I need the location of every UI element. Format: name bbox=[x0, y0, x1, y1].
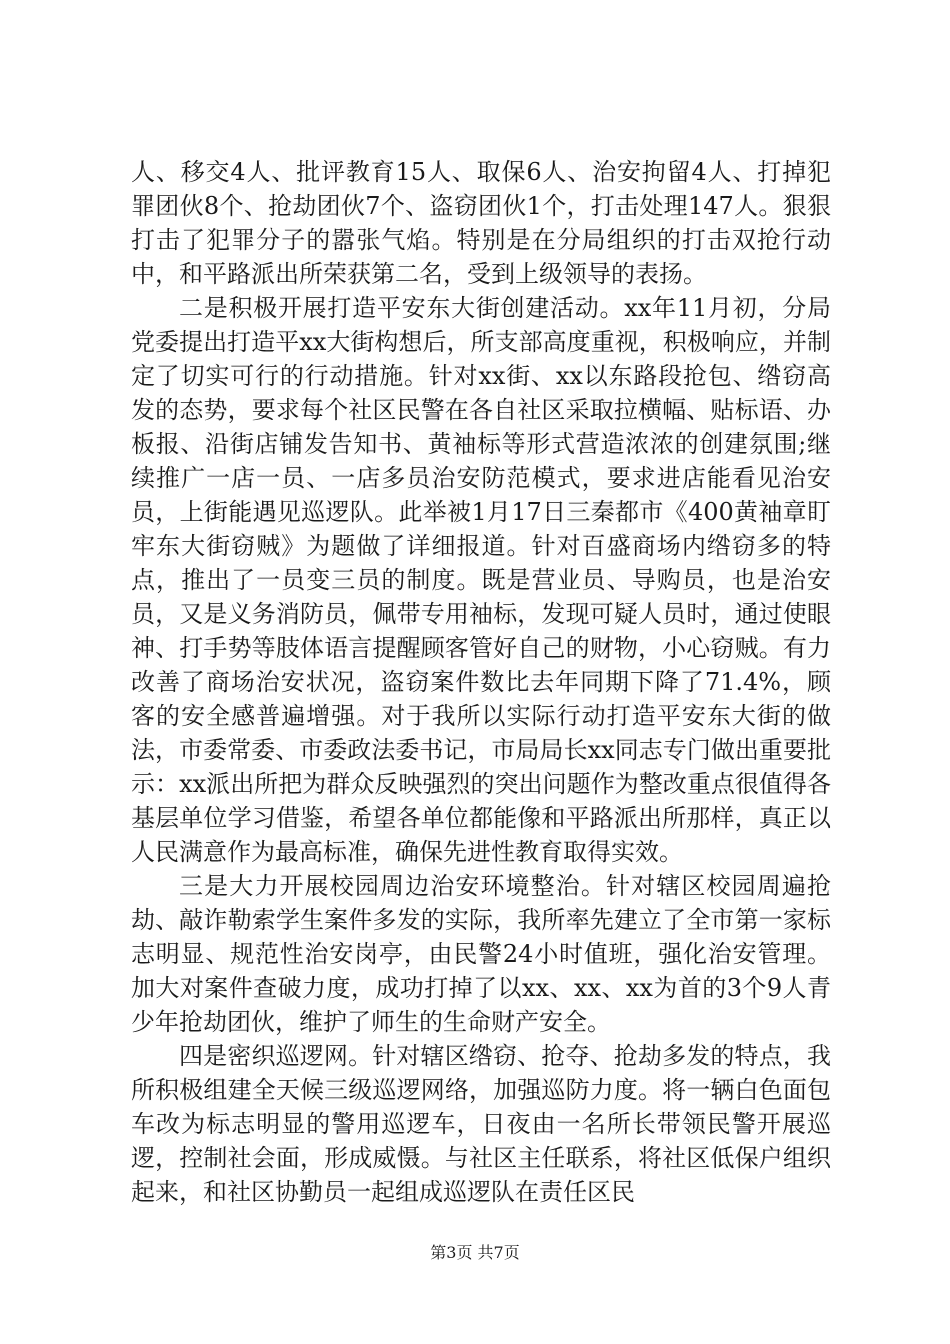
page-number-footer: 第3页 共7页 bbox=[430, 1243, 520, 1262]
body-text bbox=[131, 155, 831, 1209]
paragraph-continuation: 人、移交4人、批评教育15人、取保6人、治安拘留4人、打掉犯罪团伙8个、抢劫团伙7个、盗窃团伙1个，打击处理147人。狠狠打击了犯罪分子的嚣张气焰。特别是在分局组织的打击双抢行动中，和平路派出所荣获第二名，受到上级领导的表扬。 bbox=[131, 158, 831, 288]
paragraph-patrol-network: 四是密织巡逻网。针对辖区绺窃、抢夺、抢劫多发的特点，我所积极组建全天候三级巡逻网络，加强巡防力度。将一辆白色面包车改为标志明显的警用巡逻车，日夜由一名所长带领民警开展巡逻，控制社会面，形成威慑。与社区主任联系，将社区低保户组织起来，和社区协勤员一起组成巡逻队在责任区民 bbox=[131, 1042, 831, 1206]
paragraph-peace-street: 二是积极开展打造平安东大街创建活动。xx年11月初，分局党委提出打造平xx大街构想后，所支部高度重视，积极响应，并制定了切实可行的行动措施。针对xx街、xx以东路段抢包、绺窃高发的态势，要求每个社区民警在各自社区采取拉横幅、贴标语、办板报、沿街店铺发告知书、黄袖标等形式营造浓浓的创建氛围;继续推广一店一员、一店多员治安防范模式，要求进店能看见治安员，上街能遇见巡逻队。此举被1月17日三秦都市《400黄袖章盯牢东大街窃贼》为题做了详细报道。针对百盛商场内绺窃多的特点，推出了一员变三员的制度。既是营业员、导购员，也是治安员，又是义务消防员，佩带专用袖标，发现可疑人员时，通过使眼神、打手势等肢体语言提醒顾客管好自己的财物，小心窃贼。有力改善了商场治安状况，盗窃案件数比去年同期下降了71.4%，顾客的安全感普遍增强。对于我所以实际行动打造平安东大街的做法，市委常委、市委政法委书记，市局局长xx同志专门做出重要批示：xx派出所把为群众反映强烈的突出问题作为整改重点很值得各基层单位学习借鉴，希望各单位都能像和平路派出所那样，真正以人民满意作为最高标准，确保先进性教育取得实效。 bbox=[131, 294, 831, 866]
paragraph-campus-security: 三是大力开展校园周边治安环境整治。针对辖区校园周遍抢劫、敲诈勒索学生案件多发的实际，我所率先建立了全市第一家标志明显、规范性治安岗亭，由民警24小时值班，强化治安管理。加大对案件查破力度，成功打掉了以xx、xx、xx为首的3个9人青少年抢劫团伙，维护了师生的生命财产安全。 bbox=[131, 872, 831, 1036]
